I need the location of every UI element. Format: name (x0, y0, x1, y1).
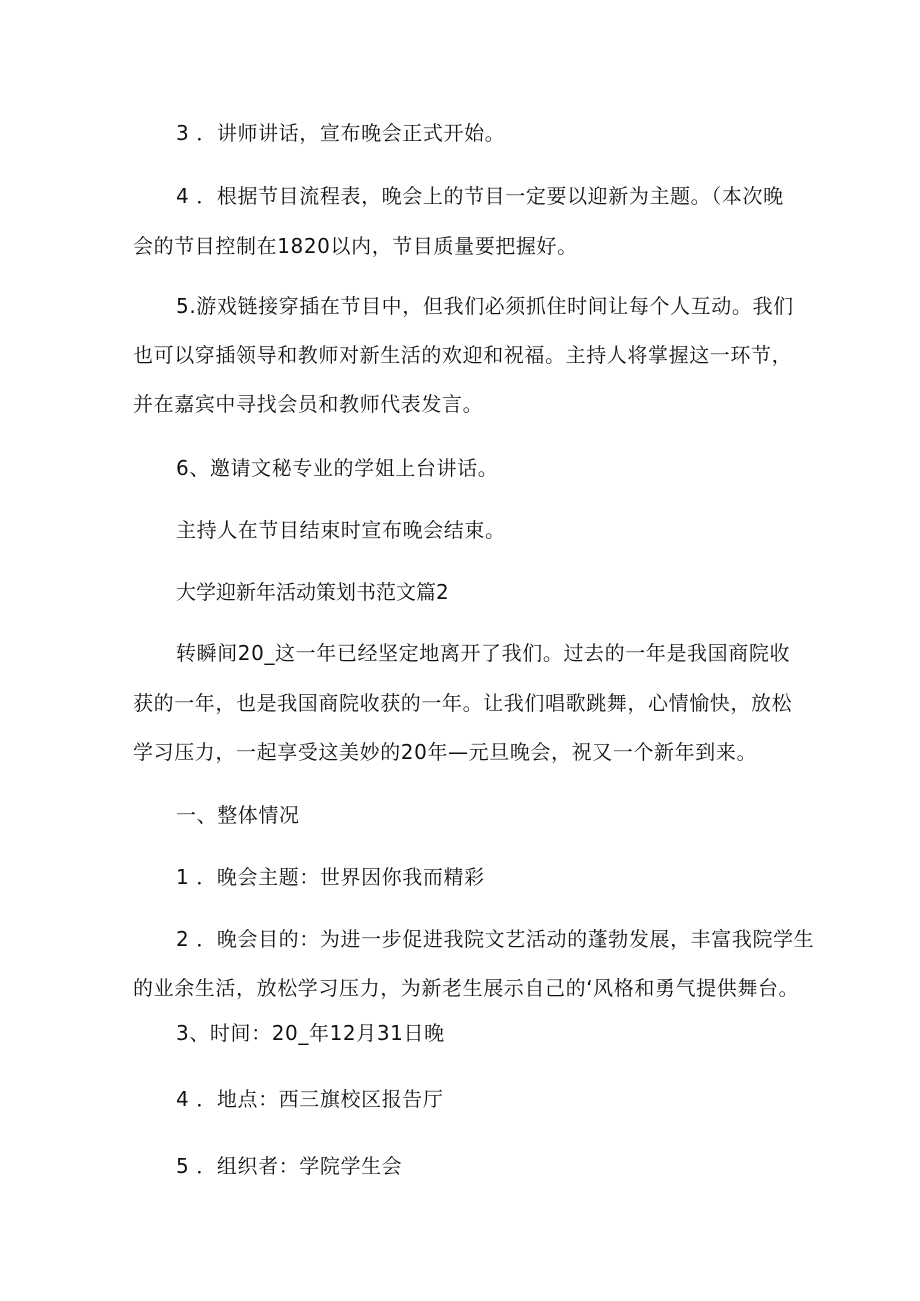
text-line: 3 ．讲师讲话，宣布晚会正式开始。 (176, 121, 506, 145)
text-line: 也可以穿插领导和教师对新生活的欢迎和祝福。主持人将掌握这一环节， (133, 343, 793, 367)
text-line: 学习压力，一起享受这美妙的20年—元旦晚会，祝又一个新年到来。 (133, 740, 758, 764)
text-line: 6、邀请文秘专业的学姐上台讲话。 (176, 456, 499, 480)
text-line: 获的一年，也是我国商院收获的一年。让我们唱歌跳舞，心情愉快，放松 (133, 691, 793, 715)
text-line: 的业余生活，放松学习压力，为新老生展示自己的‘风格和勇气提供舞台。 (133, 976, 800, 1000)
text-line: 转瞬间20_这一年已经坚定地离开了我们。过去的一年是我国商院收 (176, 641, 791, 665)
text-line: 2 ．晚会目的：为进一步促进我院文艺活动的蓬勃发展，丰富我院学生 (176, 927, 815, 951)
text-line: 5.游戏链接穿插在节目中，但我们必须抓住时间让每个人互动。我们 (176, 294, 794, 318)
text-line: 5 ．组织者：学院学生会 (176, 1154, 403, 1178)
section-title: 大学迎新年活动策划书范文篇2 (176, 580, 449, 604)
text-line: 会的节目控制在1820以内，节目质量要把握好。 (133, 234, 578, 258)
text-line: 3、时间：20_年12月31日晚 (176, 1021, 445, 1045)
section-heading: 一、整体情况 (176, 803, 300, 827)
text-line: 并在嘉宾中寻找会员和教师代表发言。 (133, 392, 484, 416)
text-line: 4 ．地点：西三旗校区报告厅 (176, 1087, 444, 1111)
text-line: 主持人在节目结束时宣布晚会结束。 (176, 518, 506, 542)
text-line: 4 ．根据节目流程表，晚会上的节目一定要以迎新为主题。（本次晚 (176, 184, 784, 208)
text-line: 1 ．晚会主题：世界因你我而精彩 (176, 865, 485, 889)
